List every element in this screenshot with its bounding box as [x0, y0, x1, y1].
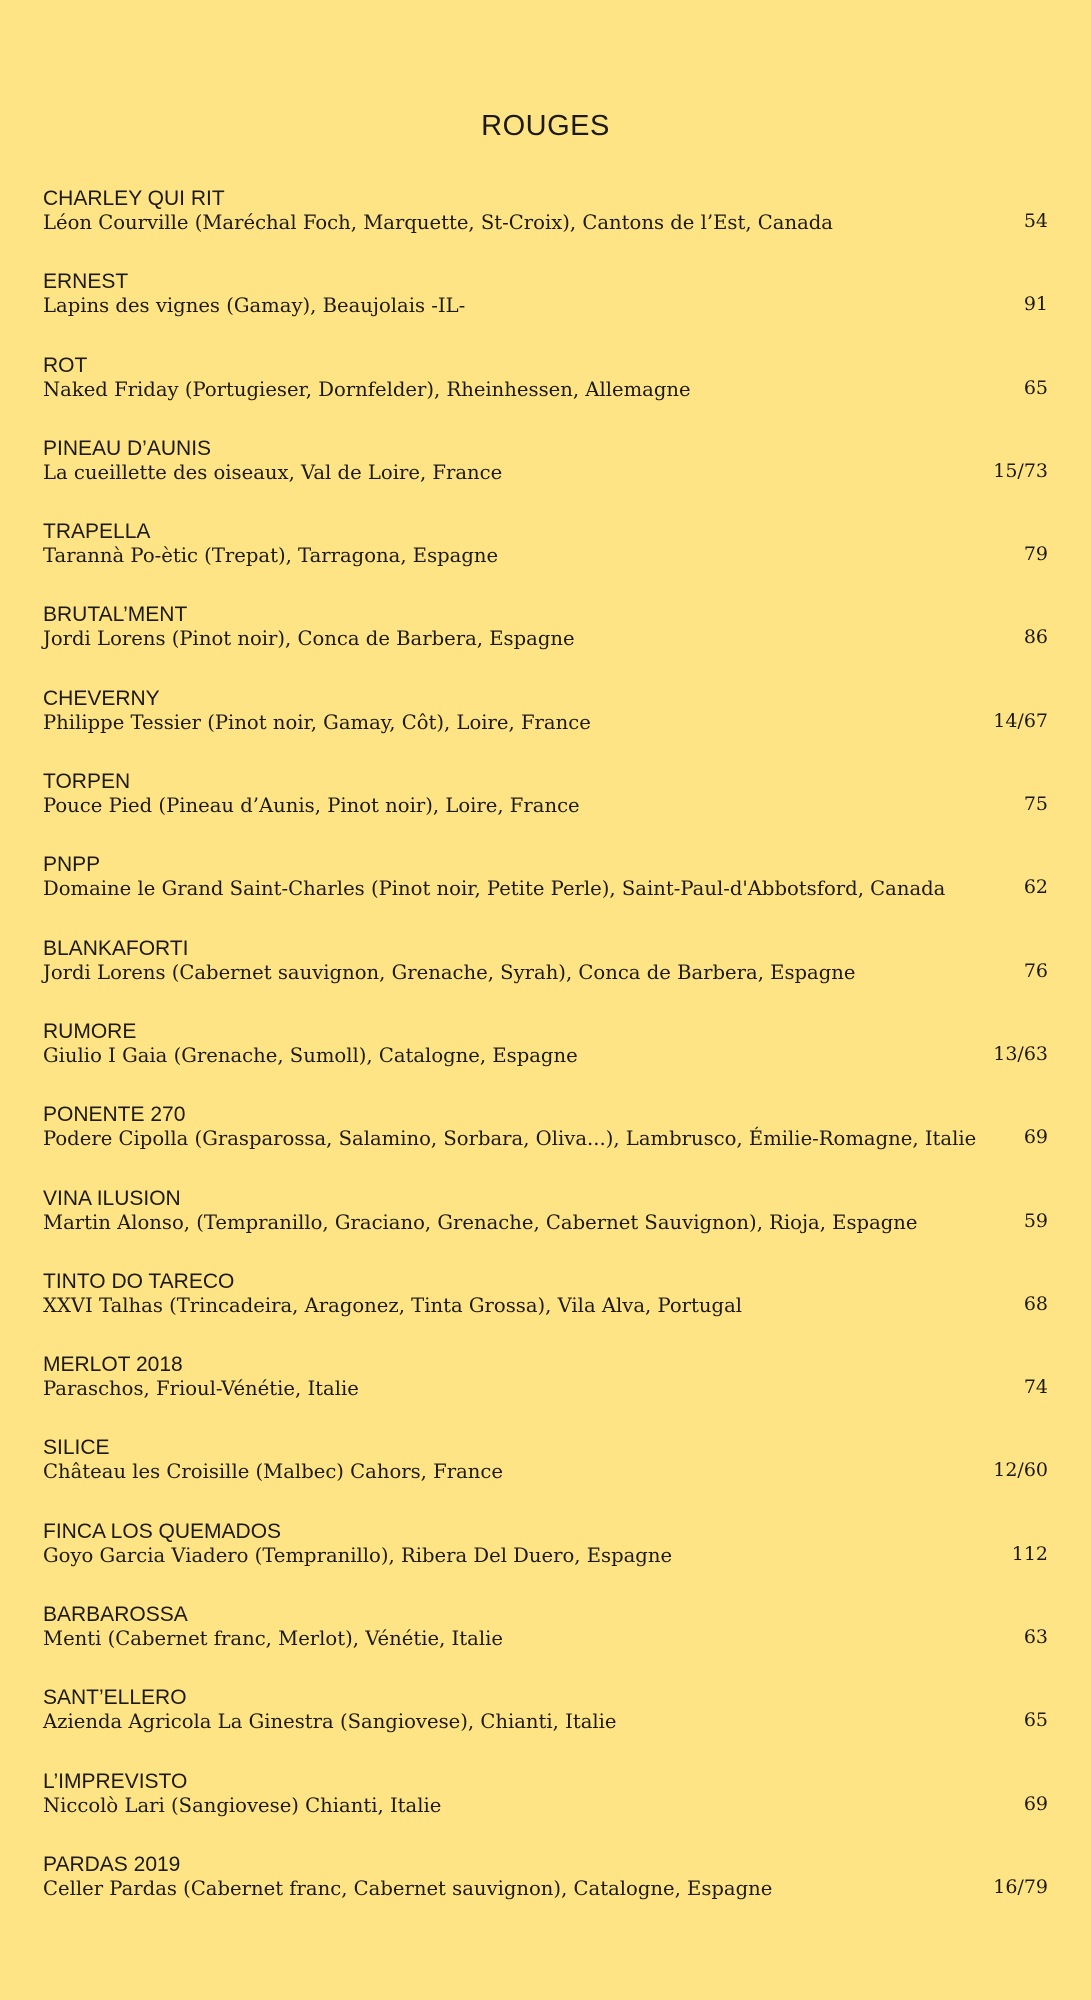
wine-description: Tarannà Po-ètic (Trepat), Tarragona, Espagne: [43, 544, 499, 568]
wine-price: 14/67: [993, 709, 1048, 732]
list-item: [43, 687, 1048, 770]
wine-name: PINEAU D’AUNIS: [43, 436, 212, 460]
wine-price: 54: [1023, 210, 1048, 232]
wine-description: Martin Alonso, (Tempranillo, Graciano, Grenache, Cabernet Sauvignon), Rioja, Espagne: [43, 1210, 918, 1234]
wine-name: ERNEST: [43, 270, 129, 294]
wine-description: Lapins des vignes (Gamay), Beaujolais -IL-: [43, 294, 466, 318]
wine-name: BRUTAL’MENT: [43, 603, 188, 627]
wine-description: Jordi Lorens (Cabernet sauvignon, Grenache, Syrah), Conca de Barbera, Espagne: [43, 960, 856, 984]
wine-price: 79: [1023, 543, 1048, 566]
list-item: [43, 520, 1048, 603]
wine-price: 15/73: [993, 459, 1048, 482]
list-item: [43, 1770, 1048, 1853]
wine-price: 68: [1023, 1292, 1048, 1315]
wine-name: PARDAS 2019: [43, 1852, 181, 1876]
list-item: [43, 1686, 1048, 1769]
list-item: [43, 1187, 1048, 1270]
wine-description: Giulio I Gaia (Grenache, Sumoll), Catalogne, Espagne: [43, 1043, 578, 1067]
wine-description: La cueillette des oiseaux, Val de Loire, France: [43, 460, 503, 484]
wine-description: Celler Pardas (Cabernet franc, Cabernet sauvignon), Catalogne, Espagne: [43, 1876, 773, 1900]
wine-description: Philippe Tessier (Pinot noir, Gamay, Côt), Loire, France: [43, 710, 591, 734]
list-item: [43, 1353, 1048, 1436]
wine-price: 75: [1023, 793, 1048, 816]
list-item: [43, 770, 1048, 853]
list-item: [43, 1270, 1048, 1353]
wine-name: CHARLEY QUI RIT: [43, 187, 225, 210]
list-item: [43, 187, 1048, 270]
wine-price: 62: [1023, 876, 1048, 899]
wine-description: Domaine le Grand Saint-Charles (Pinot noir, Petite Perle), Saint-Paul-d'Abbotsford, Canada: [43, 877, 946, 901]
wine-name: PNPP: [43, 853, 101, 877]
wine-description: Azienda Agricola La Ginestra (Sangiovese), Chianti, Italie: [43, 1710, 617, 1734]
wine-description: Niccolò Lari (Sangiovese) Chianti, Italie: [43, 1793, 442, 1817]
wine-price: 16/79: [993, 1875, 1048, 1898]
list-item: [43, 1853, 1048, 1936]
wine-name: RUMORE: [43, 1019, 137, 1043]
list-item: [43, 1603, 1048, 1686]
wine-price: 69: [1023, 1792, 1048, 1815]
wine-name: SANT’ELLERO: [43, 1686, 187, 1710]
wine-name: TINTO DO TARECO: [43, 1269, 235, 1293]
wine-description: XXVI Talhas (Trincadeira, Aragonez, Tinta Grossa), Vila Alva, Portugal: [43, 1293, 743, 1317]
wine-description: Podere Cipolla (Grasparossa, Salamino, Sorbara, Oliva...), Lambrusco, Émilie-Romagne, Italie: [43, 1127, 977, 1151]
wine-price: 12/60: [993, 1459, 1048, 1482]
wine-description: Pouce Pied (Pineau d’Aunis, Pinot noir), Loire, France: [43, 794, 580, 818]
wine-price: 76: [1023, 959, 1048, 982]
wine-price: 112: [1011, 1542, 1048, 1565]
wine-name: FINCA LOS QUEMADOS: [43, 1519, 282, 1543]
wine-name: SILICE: [43, 1436, 110, 1460]
wine-name: L’IMPREVISTO: [43, 1769, 188, 1793]
wine-list: [43, 187, 1048, 1936]
wine-name: TRAPELLA: [43, 520, 151, 544]
wine-description: Naked Friday (Portugieser, Dornfelder), Rheinhessen, Allemagne: [43, 377, 691, 401]
wine-price: 65: [1023, 1709, 1048, 1732]
wine-price: 91: [1023, 293, 1048, 316]
wine-price: 13/63: [993, 1042, 1048, 1065]
list-item: [43, 853, 1048, 936]
wine-price: 63: [1023, 1626, 1048, 1649]
list-item: [43, 1436, 1048, 1519]
wine-name: TORPEN: [43, 770, 131, 794]
list-item: [43, 1520, 1048, 1603]
list-item: [43, 1103, 1048, 1186]
wine-description: Château les Croisille (Malbec) Cahors, France: [43, 1460, 503, 1484]
page-title: ROUGES: [481, 110, 610, 142]
list-item: [43, 1020, 1048, 1103]
wine-price: 69: [1023, 1126, 1048, 1149]
wine-name: MERLOT 2018: [43, 1353, 183, 1377]
list-item: [43, 603, 1048, 686]
wine-description: Paraschos, Frioul-Vénétie, Italie: [43, 1377, 359, 1401]
list-item: [43, 437, 1048, 520]
wine-name: ROT: [43, 353, 88, 377]
wine-name: CHEVERNY: [43, 686, 160, 710]
wine-description: Léon Courville (Maréchal Foch, Marquette, St-Croix), Cantons de l’Est, Canada: [43, 211, 833, 234]
wine-price: 59: [1023, 1209, 1048, 1232]
wine-price: 86: [1023, 626, 1048, 649]
wine-name: BLANKAFORTI: [43, 936, 189, 960]
wine-description: Menti (Cabernet franc, Merlot), Vénétie, Italie: [43, 1627, 503, 1651]
wine-name: VINA ILUSION: [43, 1186, 181, 1210]
wine-price: 65: [1023, 376, 1048, 399]
list-item: [43, 270, 1048, 353]
wine-price: 74: [1023, 1376, 1048, 1399]
list-item: [43, 937, 1048, 1020]
wine-description: Jordi Lorens (Pinot noir), Conca de Barbera, Espagne: [43, 627, 575, 651]
wine-name: PONENTE 270: [43, 1103, 186, 1127]
list-item: [43, 354, 1048, 437]
wine-description: Goyo Garcia Viadero (Tempranillo), Ribera Del Duero, Espagne: [43, 1543, 673, 1567]
wine-name: BARBAROSSA: [43, 1603, 188, 1627]
